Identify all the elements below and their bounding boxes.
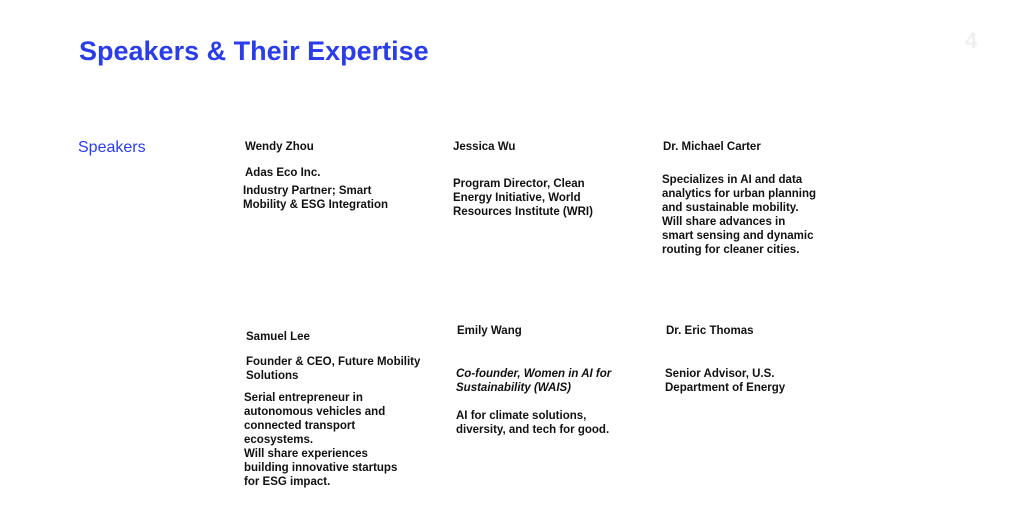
speaker-name: Dr. Eric Thomas — [666, 325, 754, 337]
speaker-description: Serial entrepreneur in autonomous vehicles and connected transport ecosystems. Will share experiences building innovative startups for ESG impact. — [244, 392, 398, 488]
speaker-name: Jessica Wu — [453, 141, 516, 153]
section-label: Speakers — [78, 139, 146, 156]
speaker-role: Senior Advisor, U.S. Department of Energy — [665, 368, 786, 394]
slide-title: Speakers & Their Expertise — [79, 36, 429, 66]
speaker-name: Emily Wang — [457, 325, 522, 337]
speaker-description: AI for climate solutions, diversity, and tech for good. — [456, 410, 610, 436]
speaker-role: Founder & CEO, Future Mobility Solutions — [246, 356, 421, 382]
speaker-description: Specializes in AI and data analytics for urban planning and sustainable mobility. Will share advances in smart sensing and dynamic routing for cleaner cities. — [662, 174, 816, 256]
page-number: 4 — [965, 28, 978, 53]
speaker-name: Samuel Lee — [246, 331, 310, 343]
speaker-role: Co-founder, Women in AI for Sustainability (WAIS) — [456, 368, 612, 394]
speaker-role: Program Director, Clean Energy Initiative, World Resources Institute (WRI) — [453, 178, 593, 218]
speaker-role: Industry Partner; Smart Mobility & ESG Integration — [243, 185, 389, 211]
speaker-organization: Adas Eco Inc. — [245, 167, 321, 179]
speaker-name: Wendy Zhou — [245, 141, 314, 153]
speaker-name: Dr. Michael Carter — [663, 141, 761, 153]
